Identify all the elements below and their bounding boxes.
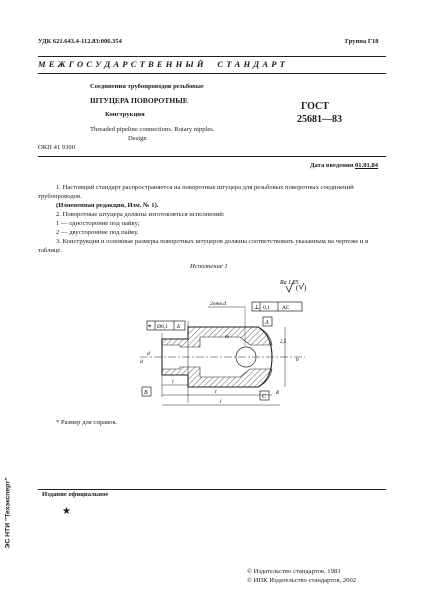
roughness-mark xyxy=(279,280,307,292)
top-rule-2 xyxy=(38,73,386,74)
datum-a xyxy=(263,317,272,326)
paragraph-2-item-1: 1 — одностороние под пайку; xyxy=(56,220,140,227)
hatch-lower-wall xyxy=(162,367,272,387)
svg-text:Ø0,1: Ø0,1 xyxy=(157,324,168,330)
drawing-caption: Исполнение 1 xyxy=(190,263,228,270)
okp-code: ОКП 41 9300 xyxy=(38,144,75,151)
udk-code: УДК 621.643.4-112.83:006.354 xyxy=(38,38,122,45)
dim-holes: 2отв.d xyxy=(210,301,226,307)
dim-r: R xyxy=(276,391,280,396)
gost-label: ГОСТ xyxy=(301,101,329,112)
svg-text:): ) xyxy=(304,284,307,292)
svg-text:0,1: 0,1 xyxy=(263,305,270,311)
footer-rule xyxy=(38,489,386,490)
paragraph-2: 2. Поворотные штуцера должны изготовляться исполнений: xyxy=(56,211,225,218)
title-sub: Конструкция xyxy=(105,111,145,118)
svg-text:АС: АС xyxy=(282,305,290,311)
group-code: Группа Г18 xyxy=(345,38,379,45)
gost-number: 25681—83 xyxy=(297,114,342,125)
paragraph-1-edit: (Измененная редакция, Изм. № 1). xyxy=(56,202,159,209)
svg-text:В: В xyxy=(144,390,148,396)
side-watermark-text: ЭС НТИ "Техэксперт" xyxy=(4,477,12,549)
paragraph-2-item-2: 2 — двусторонние под пайку. xyxy=(56,229,139,236)
copyright-1: © Издательство стандартов, 1983 xyxy=(247,568,341,575)
intro-date-value: 01.01.84 xyxy=(354,162,379,169)
okp-rule xyxy=(38,156,386,157)
datum-v xyxy=(142,387,151,396)
dim-angle: 2,5 xyxy=(280,340,287,345)
dim-m: m xyxy=(225,334,229,340)
dim-d2: d xyxy=(147,351,150,357)
dim-b: b xyxy=(296,357,299,363)
dim-l: l xyxy=(215,389,217,395)
svg-text:Б: Б xyxy=(177,324,181,330)
paragraph-1: 1. Настоящий стандарт распространяется на поворотные штуцера для резьбовых поворотных соединений трубопроводов. xyxy=(38,184,354,200)
official-edition: Издание официальное xyxy=(42,491,109,498)
svg-text:⊥: ⊥ xyxy=(254,305,260,311)
svg-text:⌖: ⌖ xyxy=(148,324,152,330)
copyright-2: © ИПК Издательство стандартов, 2002 xyxy=(247,577,357,584)
standard-type: М Е Ж Г О С У Д А Р С Т В Е Н Н Ы Й С Т А Н Д А Р Т xyxy=(38,59,286,69)
title-en-2: Design xyxy=(128,135,147,142)
title-subject: Соединения трубопроводов резьбовые xyxy=(90,83,204,90)
svg-text:A: A xyxy=(265,320,269,326)
tolerance-frame-pos xyxy=(147,321,185,330)
dim-d1: d xyxy=(140,359,143,365)
roughness-text: Ra 1,25 xyxy=(280,280,299,286)
datum-c xyxy=(260,391,269,400)
star-mark: ★ xyxy=(62,506,71,517)
footnote: * Размер для справок. xyxy=(56,419,118,426)
title-en-1: Threaded pipeline connections. Rotary nipples. xyxy=(90,126,215,133)
paragraph-3: 3. Конструкция и основные размеры поворотных штуцеров должны соответствовать указанным на чертеже и в таблице. xyxy=(38,238,369,254)
svg-text:(: ( xyxy=(296,284,299,292)
top-rule-1 xyxy=(38,56,386,57)
nipple-drawing xyxy=(100,275,340,410)
svg-text:С: С xyxy=(262,394,267,400)
title-main: ШТУЦЕРА ПОВОРОТНЫЕ xyxy=(90,96,188,105)
intro-date-label: Дата введения xyxy=(310,162,354,169)
intro-date xyxy=(310,162,378,169)
dim-l2: l xyxy=(220,399,222,405)
dim-l1: l xyxy=(172,379,174,385)
tolerance-frame-perp xyxy=(252,302,302,311)
